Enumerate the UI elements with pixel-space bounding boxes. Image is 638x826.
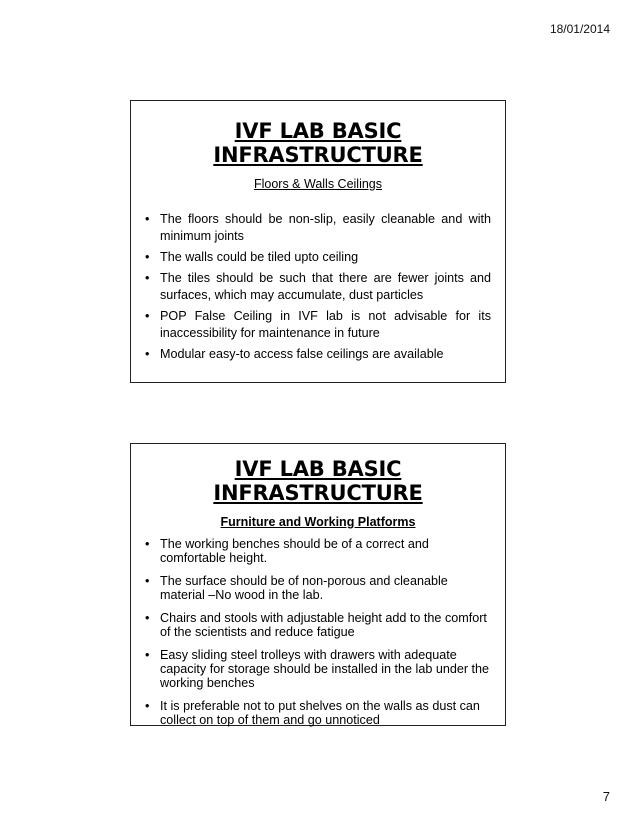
bullet-icon: • [145,309,150,323]
bullet-icon: • [145,271,150,285]
bullet-list [131,211,505,363]
list-item-text: The surface should be of non-porous and cleanable material –No wood in the lab. [160,574,448,602]
slide-floors-walls-ceilings [130,100,506,383]
bullet-icon: • [145,699,150,713]
slide-furniture-working-platforms [130,443,506,726]
bullet-list [131,537,505,727]
page-date: 18/01/2014 [549,22,610,36]
slide-subtitle: Floors & Walls Ceilings [253,177,383,191]
list-item [143,346,491,363]
bullet-icon: • [145,347,150,361]
slide-subtitle: Furniture and Working Platforms [220,515,416,529]
page-number: 7 [602,789,610,804]
list-item [143,574,491,602]
bullet-icon: • [145,648,150,662]
slide-title: IVF LAB BASIC INFRASTRUCTURE [213,119,423,167]
list-item-text: The tiles should be such that there are fewer joints and surfaces, which may accumulate, dust particles [160,271,491,302]
list-item [143,611,491,639]
list-item [143,648,491,690]
list-item-text: Modular easy-to access false ceilings are available [160,347,444,361]
bullet-icon: • [145,574,150,588]
list-item-text: Chairs and stools with adjustable height add to the comfort of the scientists and reduce fatigue [160,611,487,639]
list-item [143,270,491,304]
list-item [143,308,491,342]
list-item-text: The walls could be tiled upto ceiling [160,250,359,264]
bullet-icon: • [145,212,150,226]
bullet-icon: • [145,250,150,264]
list-item [143,211,491,245]
list-item-text: POP False Ceiling in IVF lab is not advisable for its inaccessibility for maintenance in future [160,309,491,340]
list-item-text: Easy sliding steel trolleys with drawers with adequate capacity for storage should be installed in the lab under the working benches [160,648,490,690]
list-item-text: It is preferable not to put shelves on the walls as dust can collect on top of them and go unnoticed [160,699,480,727]
list-item [143,699,491,727]
bullet-icon: • [145,537,150,551]
bullet-icon: • [145,611,150,625]
slide-title: IVF LAB BASIC INFRASTRUCTURE [213,457,423,505]
list-item-text: The working benches should be of a correct and comfortable height. [160,537,429,565]
list-item [143,537,491,565]
list-item [143,249,491,266]
list-item-text: The floors should be non-slip, easily cleanable and with minimum joints [160,212,491,243]
